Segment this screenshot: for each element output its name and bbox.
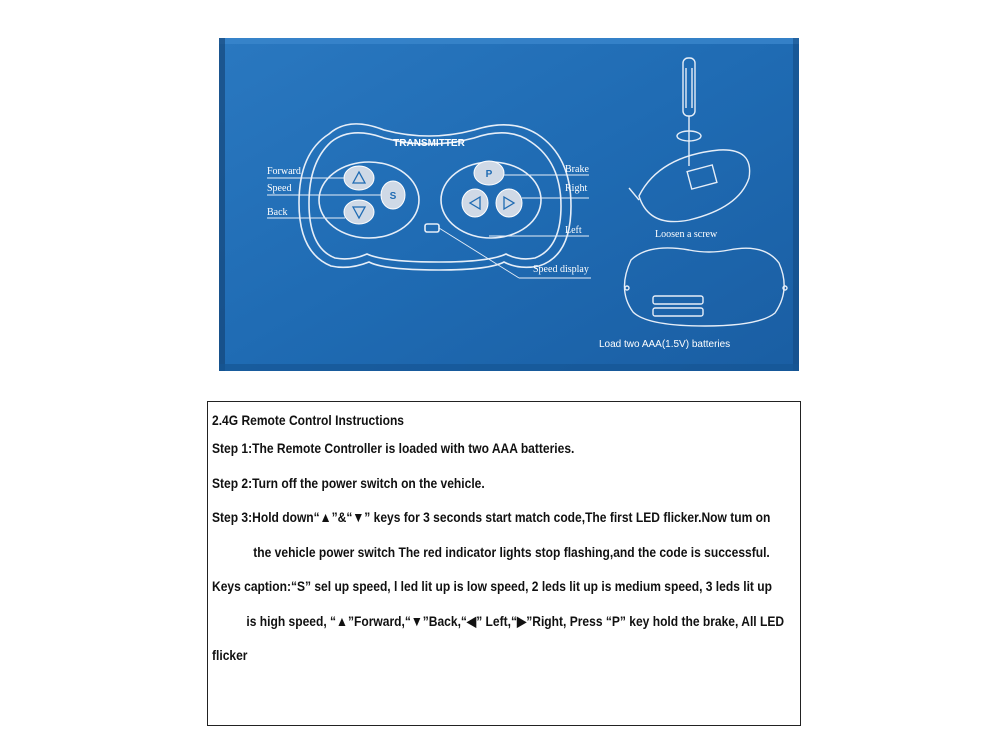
back-button-icon	[344, 200, 374, 224]
speed-label: Speed	[267, 183, 292, 194]
left-button-icon	[462, 189, 488, 217]
loosen-screw-label: Loosen a screw	[655, 229, 718, 240]
instructions-panel	[207, 401, 801, 726]
battery-label: Load two AAA(1.5V) batteries	[599, 339, 731, 350]
back-label: Back	[267, 207, 288, 218]
keys-caption-text: Keys caption:“S” sel up speed, l led lit up is low speed, 2 leds lit up is medium speed, 3 leds lit up	[212, 578, 772, 594]
step-3-text: Step 3:Hold down“▲”&“▼” keys for 3 seconds start match code,The first LED flicker.Now tum on	[212, 509, 771, 525]
keys-caption-continuation: is high speed, “▲”Forward,“▼”Back,“◀” Left,“▶”Right, Press “P” key hold the brake, All LED	[246, 612, 785, 629]
forward-button-icon	[344, 166, 374, 190]
keys-caption-end: flicker	[212, 647, 248, 663]
s-key-label: S	[389, 191, 397, 202]
step-3-continuation: the vehicle power switch The red indicator lights stop flashing,and the code is successful.	[253, 543, 770, 560]
step-1-text: Step 1:The Remote Controller is loaded with two AAA batteries.	[212, 440, 575, 456]
forward-label: Forward	[267, 166, 301, 177]
remote-box-illustration	[219, 38, 799, 371]
step-2-text: Step 2:Turn off the power switch on the vehicle.	[212, 474, 485, 491]
remote-box-photo	[219, 38, 799, 371]
left-label: Left	[565, 225, 582, 236]
p-key-label: P	[485, 169, 493, 180]
transmitter-label: TRANSMITTER	[393, 138, 465, 149]
speed-display-label: Speed display	[533, 264, 589, 275]
brake-label: Brake	[565, 164, 589, 175]
right-label: Right	[565, 183, 588, 194]
instructions-title: 2.4G Remote Control Instructions	[212, 412, 404, 428]
right-button-icon	[496, 189, 522, 217]
